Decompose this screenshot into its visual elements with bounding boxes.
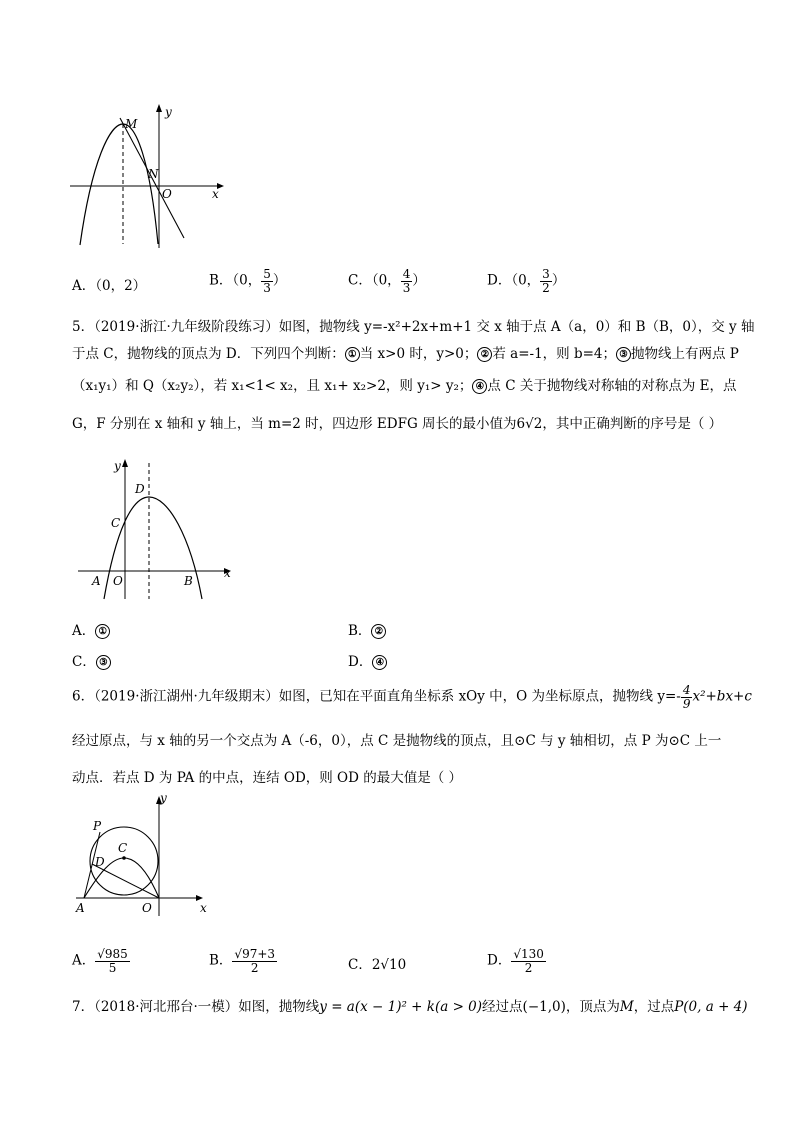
q4-option-b[interactable]: B．（0， $\frac{5}{3}$ ）	[209, 267, 287, 295]
parabola-formula: y = a(x − 1)² + k(a > 0)	[319, 999, 483, 1015]
y-axis-arrow	[156, 104, 162, 112]
label-a: A	[76, 901, 85, 915]
q6-option-d[interactable]: D． $\frac{√130}{2}$	[487, 947, 544, 975]
label-y: y	[165, 105, 172, 119]
q4-option-c[interactable]: C．（0， $\frac{4}{3}$ ）	[348, 267, 426, 295]
q5-option-a[interactable]: A． ①	[72, 623, 110, 640]
parabola-curve	[80, 124, 158, 245]
fraction: $\frac{5}{3}$	[263, 267, 271, 295]
q6-option-c[interactable]: C．2√10	[348, 957, 407, 973]
fraction: $\frac{4}{3}$	[402, 267, 411, 295]
circled-3: ③	[616, 347, 631, 362]
fraction: $\frac{√97+3}{2}$	[234, 947, 276, 975]
label-b: B	[184, 574, 193, 588]
label-d: D	[135, 482, 145, 496]
q5-option-d[interactable]: D． ④	[348, 654, 387, 671]
q6-line-1: 6．（2019·浙江湖州·九年级期末）如图，已知在平面直角坐标系 xOy 中，O 为坐标原点，抛物线 y=- $\frac{4}{9}$ x²+bx+c	[72, 683, 752, 711]
label-x: x	[224, 566, 231, 580]
y-axis-arrow	[122, 459, 128, 467]
label-y: y	[114, 459, 121, 473]
q7-line-1: 7．（2018·河北邢台·一模）如图，抛物线y = a(x − 1)² + k(a > 0)经过点(−1,0)，顶点为M，过点P(0, a + 4)	[72, 999, 748, 1015]
label-a: A	[92, 574, 101, 588]
circled-4: ④	[472, 379, 487, 394]
q5-line-3: （x₁y₁）和 Q（x₂y₂），若 x₁<1< x₂，且 x₁+ x₂>2，则 y₁> y₂； ④ 点 C 关于抛物线对称轴的对称点为 E，点	[72, 378, 737, 394]
circled-2: ②	[477, 347, 492, 362]
label-o: O	[113, 574, 123, 588]
label-o: O	[142, 901, 152, 915]
min-perimeter-value: 6√2	[516, 416, 543, 432]
label-x: x	[200, 901, 207, 915]
fraction: $\frac{√130}{2}$	[513, 947, 544, 975]
fraction: $\frac{4}{9}$	[682, 683, 691, 711]
circled-1: ①	[345, 347, 360, 362]
figure-parabola-mn	[62, 100, 232, 250]
q4-option-a[interactable]: A．（0，2）	[72, 278, 147, 294]
label-y: y	[160, 791, 167, 805]
q5-line-1: 5．（2019·浙江·九年级阶段练习）如图，抛物线 y=-x²+2x+m+1 交 x 轴于点 A（a，0）和 B（B，0），交 y 轴	[72, 319, 755, 335]
label-n: N	[148, 167, 159, 181]
figure-circle-parabola	[72, 790, 222, 920]
fraction: $\frac{3}{2}$	[542, 267, 550, 295]
q5-option-b[interactable]: B． ②	[348, 623, 386, 640]
label-m: M	[125, 117, 138, 131]
q6-option-b[interactable]: B． $\frac{√97+3}{2}$	[209, 947, 276, 975]
vertex-point	[122, 856, 126, 860]
q5-option-c[interactable]: C． ③	[72, 654, 111, 671]
label-c: C	[118, 841, 128, 855]
q5-line-4: G，F 分别在 x 轴和 y 轴上，当 m=2 时，四边形 EDFG 周长的最小值为6√2，其中正确判断的序号是（ ）	[72, 416, 723, 432]
segment-od	[92, 864, 159, 898]
q6-option-a[interactable]: A． $\frac{√985}{5}$	[72, 947, 128, 975]
q5-line-2: 于点 C，抛物线的顶点为 D．下列四个判断： ① 当 x>0 时，y>0； ② 若 a=-1，则 b=4； ③ 抛物线上有两点 P	[72, 346, 739, 362]
q6-line-3: 动点．若点 D 为 PA 的中点，连结 OD，则 OD 的最大值是（ ）	[72, 770, 463, 786]
label-o: O	[162, 187, 172, 201]
figure-parabola-abcd	[72, 455, 242, 605]
label-c: C	[111, 516, 121, 530]
label-p: P	[93, 819, 102, 833]
label-x: x	[212, 187, 219, 201]
label-d: D	[95, 855, 105, 869]
fraction: $\frac{√985}{5}$	[97, 947, 128, 975]
q4-option-d[interactable]: D．（0， $\frac{3}{2}$ ）	[487, 267, 566, 295]
q6-line-2: 经过原点，与 x 轴的另一个交点为 A（-6，0），点 C 是抛物线的顶点，且⊙C 与 y 轴相切，点 P 为⊙C 上一	[72, 733, 722, 749]
